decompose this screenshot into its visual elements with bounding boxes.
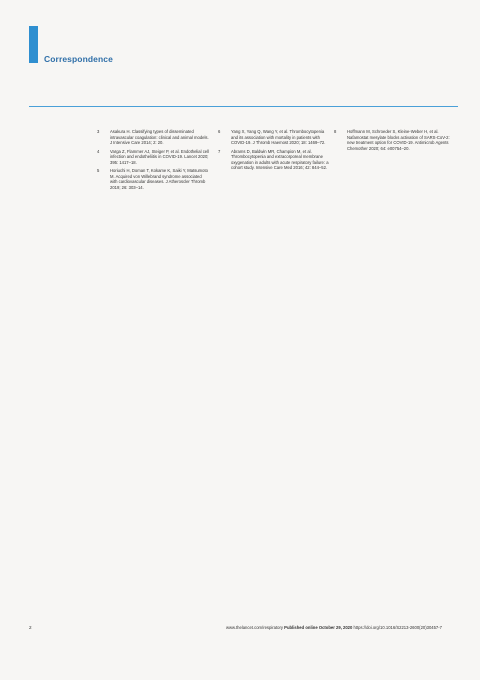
reference-number: 3 (97, 129, 100, 134)
reference-number: 7 (218, 148, 221, 154)
reference-item (97, 129, 209, 146)
references-column-3 (334, 129, 450, 154)
header-rule (29, 106, 458, 107)
reference-text: Horiuchi H, Doman T, Kokame K, Saiki Y, Matsumoto M. Acquired von Willebrand syndrome associated with cardiovascular diseases. J Atheroscler Thromb 2019; 26: 303–14. (110, 168, 208, 190)
reference-text: Yang X, Yang Q, Wang Y, et al. Thrombocytopenia and its association with mortality in patients with COVID-19. J Thromb Haemost 2020; 18: 1469–72. (231, 129, 326, 146)
footer-site-link[interactable]: www.thelancet.com/respiratory (225, 625, 283, 630)
footer-published-date: Published online October 29, 2020 (284, 625, 353, 630)
reference-item (334, 129, 450, 151)
reference-number: 4 (97, 148, 100, 154)
reference-text: Abrams D, Baldwin MR, Champion M, et al. Thrombocytopenia and extracorporeal membrane oxygenation in adults with acute respiratory failure: a cohort study. Intensive Care Med 2016; 42: 844–52. (231, 148, 329, 171)
reference-item (218, 149, 330, 171)
references-column-2 (218, 129, 330, 174)
footer-citation (180, 625, 442, 630)
page-number: 2 (29, 625, 32, 630)
reference-text: Hoffmann M, Schroeder S, Kleine-Weber H, et al. Nafamostat mesylate blocks activation of SARS-CoV-2: new treatment option for COVID-19. Antimicrob Agents Chemother 2020; 64: e00754–20. (347, 129, 450, 151)
reference-item (97, 168, 209, 190)
reference-text: Varga Z, Flammer AJ, Steiger P, et al. Endothelial cell infection and endotheliitis in COVID-19. Lancet 2020; 395: 1417–18. (110, 148, 209, 165)
reference-text: Asakura H. Classifying types of disseminated intravascular coagulation: clinical and animal models. J Intensive Care 2014; 2: 20. (110, 129, 209, 146)
reference-number: 5 (97, 168, 100, 174)
footer-doi-link[interactable]: https://doi.org/10.1016/S2213-2600(20)30457-7 (353, 625, 442, 630)
reference-item (97, 149, 209, 166)
section-accent-bar (29, 26, 38, 63)
reference-number: 6 (218, 129, 221, 134)
reference-item (218, 129, 330, 146)
references-column-1 (97, 129, 209, 193)
reference-number: 8 (334, 129, 337, 134)
section-title: Correspondence (44, 54, 113, 64)
